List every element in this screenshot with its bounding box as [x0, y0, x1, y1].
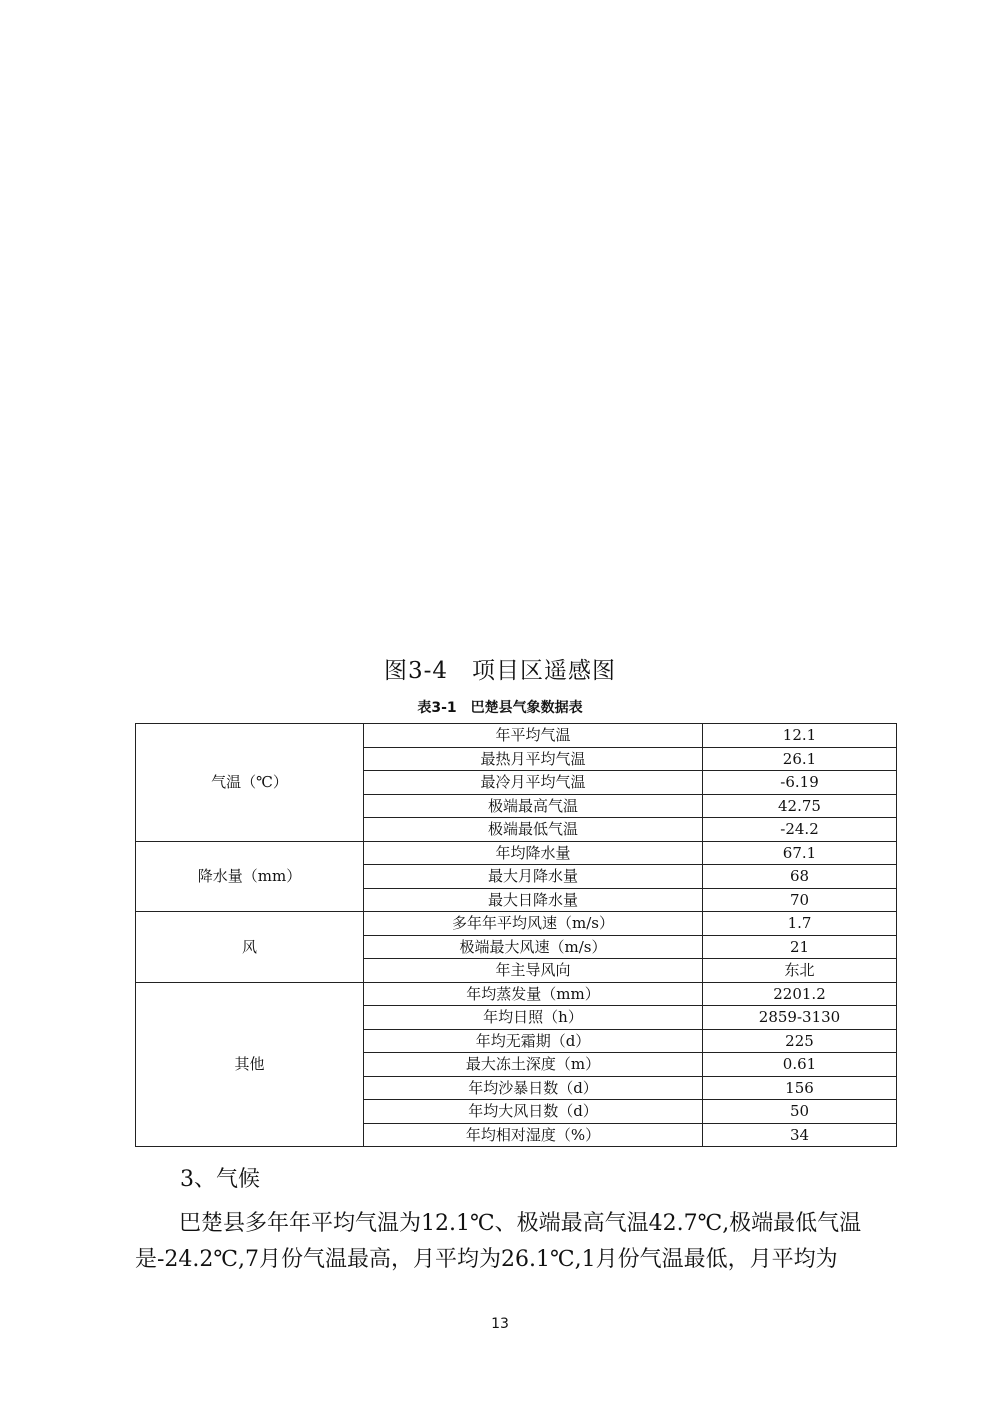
paragraph-line: 是-24.2℃,7月份气温最高，月平均为26.1℃,1月份气温最低，月平均为: [135, 1247, 838, 1272]
value-cell: 156: [703, 1076, 897, 1100]
weather-data-table: [135, 723, 897, 1147]
value-cell: 21: [703, 935, 897, 959]
item-cell: 最冷月平均气温: [364, 771, 703, 795]
value-cell: 2859-3130: [703, 1006, 897, 1030]
item-cell: 年均降水量: [364, 841, 703, 865]
value-cell: 225: [703, 1029, 897, 1053]
body-paragraph: [135, 1206, 897, 1278]
table-row: [136, 912, 897, 936]
group-label-cell: 降水量（mm）: [136, 841, 364, 912]
item-cell: 年均相对湿度（%）: [364, 1123, 703, 1147]
paragraph-line: 巴楚县多年年平均气温为12.1℃、极端最高气温42.7℃,极端最低气温: [179, 1211, 862, 1236]
item-cell: 年均沙暴日数（d）: [364, 1076, 703, 1100]
value-cell: 0.61: [703, 1053, 897, 1077]
group-label-cell: 风: [136, 912, 364, 983]
item-cell: 最大冻土深度（m）: [364, 1053, 703, 1077]
value-cell: 26.1: [703, 747, 897, 771]
item-cell: 年均无霜期（d）: [364, 1029, 703, 1053]
table-row: [136, 841, 897, 865]
value-cell: -24.2: [703, 818, 897, 842]
item-cell: 年主导风向: [364, 959, 703, 983]
value-cell: 42.75: [703, 794, 897, 818]
value-cell: 东北: [703, 959, 897, 983]
group-label-cell: 其他: [136, 982, 364, 1147]
group-label-cell: 气温（℃）: [136, 724, 364, 842]
item-cell: 年均日照（h）: [364, 1006, 703, 1030]
value-cell: 70: [703, 888, 897, 912]
item-cell: 极端最低气温: [364, 818, 703, 842]
item-cell: 年均大风日数（d）: [364, 1100, 703, 1124]
value-cell: 34: [703, 1123, 897, 1147]
value-cell: 68: [703, 865, 897, 889]
item-cell: 最大日降水量: [364, 888, 703, 912]
value-cell: 1.7: [703, 912, 897, 936]
item-cell: 年均蒸发量（mm）: [364, 982, 703, 1006]
item-cell: 最热月平均气温: [364, 747, 703, 771]
page-number: 13: [491, 1316, 509, 1332]
item-cell: 最大月降水量: [364, 865, 703, 889]
item-cell: 年平均气温: [364, 724, 703, 748]
table-caption: 表3-1 巴楚县气象数据表: [417, 700, 583, 716]
item-cell: 极端最大风速（m/s）: [364, 935, 703, 959]
value-cell: 12.1: [703, 724, 897, 748]
item-cell: 极端最高气温: [364, 794, 703, 818]
value-cell: -6.19: [703, 771, 897, 795]
value-cell: 50: [703, 1100, 897, 1124]
figure-image-area: [133, 40, 896, 640]
section-heading: 3、气候: [180, 1167, 260, 1192]
value-cell: 67.1: [703, 841, 897, 865]
value-cell: 2201.2: [703, 982, 897, 1006]
table-row: [136, 724, 897, 748]
item-cell: 多年年平均风速（m/s）: [364, 912, 703, 936]
figure-caption: 图3-4 项目区遥感图: [383, 658, 617, 684]
table-row: [136, 982, 897, 1006]
